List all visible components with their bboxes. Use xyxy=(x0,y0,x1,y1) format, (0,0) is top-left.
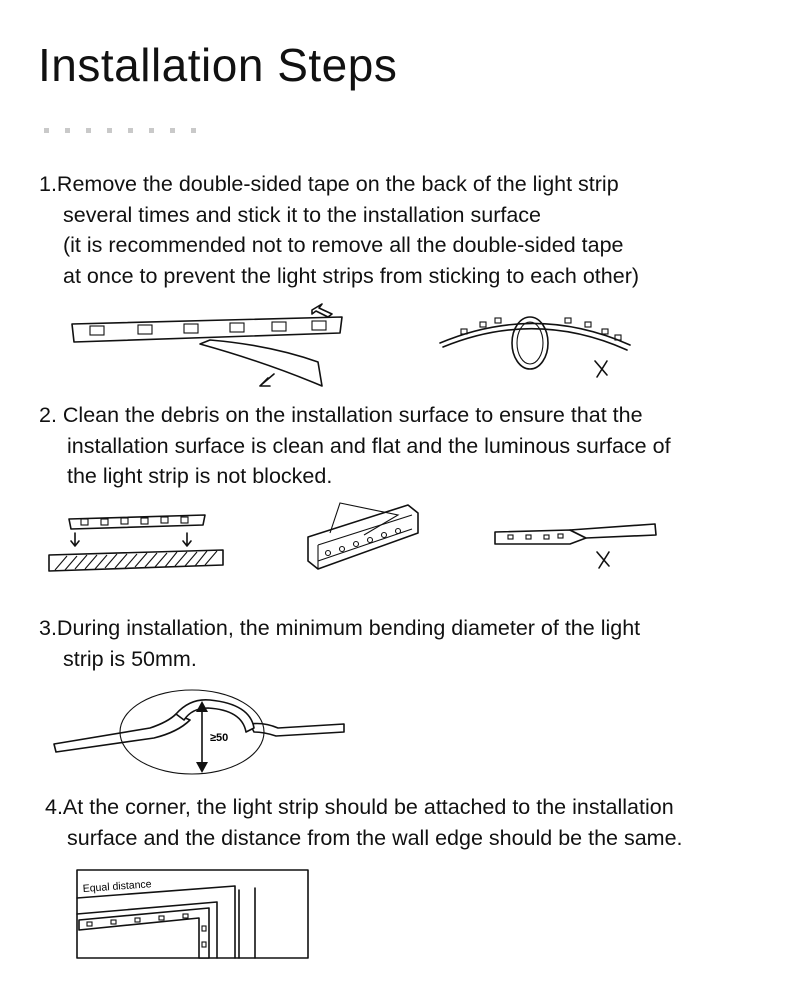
installation-surface xyxy=(49,550,223,571)
step-4-text xyxy=(45,792,683,853)
strip-in-channel-illustration xyxy=(300,495,425,580)
bending-diameter-illustration xyxy=(50,688,350,778)
step-2-line-3: the light strip is not blocked. xyxy=(67,464,333,488)
strip-left-segment xyxy=(54,714,190,752)
step-2-line-1: 2. Clean the debris on the installation surface to ensure that the xyxy=(39,403,643,427)
peel-tape-illustration xyxy=(60,300,360,395)
strip-left xyxy=(495,530,586,544)
step-1-line-3: (it is recommended not to remove all the double-sided tape xyxy=(63,233,624,257)
step-3-line-1: 3.During installation, the minimum bending diameter of the light xyxy=(39,616,641,640)
peel-arrow-icon xyxy=(312,304,332,317)
divider-dot xyxy=(44,128,49,133)
divider-dot xyxy=(86,128,91,133)
strip-on-surface-illustration xyxy=(45,505,230,580)
step-1-line-2: several times and stick it to the installation surface xyxy=(63,202,541,227)
divider-dot xyxy=(107,128,112,133)
equal-distance-label: Equal distance xyxy=(82,878,152,895)
wrapped-strip-wrong-illustration xyxy=(435,305,645,390)
step-4-line-1: 4.At the corner, the light strip should be attached to the installation xyxy=(45,795,674,819)
down-arrow-icon xyxy=(260,374,274,386)
strip-bend xyxy=(176,700,254,732)
divider-dot xyxy=(65,128,70,133)
step-4-line-2: surface and the distance from the wall edge should be the same. xyxy=(67,825,683,850)
light-strip xyxy=(72,317,342,342)
title-divider-dots xyxy=(44,128,196,133)
divider-dot xyxy=(128,128,133,133)
bend-diameter-label: ≥50 xyxy=(210,732,229,744)
step-1-line-4: at once to prevent the light strips from sticking to each other) xyxy=(63,263,640,288)
step-3-line-2: strip is 50mm. xyxy=(63,646,197,671)
step-1-text xyxy=(39,169,639,291)
divider-dot xyxy=(149,128,154,133)
page-title: Installation Steps xyxy=(38,39,398,91)
down-arrow-icon xyxy=(183,533,191,546)
divider-dot xyxy=(191,128,196,133)
step-2-text xyxy=(39,400,671,492)
twisted-strip-wrong-illustration xyxy=(490,518,665,578)
peeled-tape xyxy=(200,340,322,386)
divider-dot xyxy=(170,128,175,133)
corner-strip xyxy=(79,908,209,958)
step-3-text xyxy=(39,613,640,674)
step-2-line-2: installation surface is clean and flat and the luminous surface of xyxy=(67,433,671,458)
aluminum-channel xyxy=(308,505,418,569)
strip-right xyxy=(570,524,656,538)
down-arrow-icon xyxy=(71,533,79,546)
corner-installation-illustration xyxy=(75,868,310,960)
step-1-line-1: 1.Remove the double-sided tape on the back of the light strip xyxy=(39,172,619,196)
